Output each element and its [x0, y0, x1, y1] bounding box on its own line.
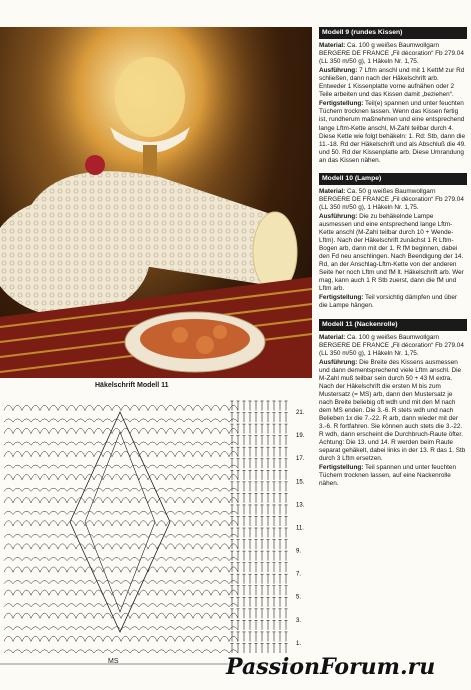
paragraph-label: Ausführung:	[319, 212, 358, 220]
product-photo	[0, 27, 312, 378]
instructions-column	[319, 27, 467, 496]
paragraph-label: Fertigstellung:	[319, 464, 364, 472]
chart-caption: Häkelschrift Modell 11	[95, 382, 169, 389]
paragraph-text: Teil vorsichtig dämpfen und über die Lampe hängen.	[319, 294, 458, 310]
paragraph-label: Fertigstellung:	[319, 100, 364, 108]
paragraph-label: Fertigstellung:	[319, 294, 364, 302]
section-title: Modell 10 (Lampe)	[319, 173, 467, 185]
paragraph-label: Material:	[319, 333, 346, 341]
paragraph-text: Ca. 100 g weißes Baumwollgarn BERGERE DE FRANCE „Fil décoration“ Fb 279.04 (LL 350 m/50 g), 1 Häkeln Nr. 1,75.	[319, 333, 464, 357]
watermark: PassionForum.ru	[226, 654, 436, 680]
row-number: 11.	[296, 525, 304, 532]
row-number: 15.	[296, 479, 305, 486]
paragraph-text: Teil(e) spannen und unter feuchten Tüchern trocknen lassen. Wenn das Kissen fertig ist, rundherum maßnehmen und eine entsprechend lange Lftm-Kette anschl, M-Zahl teilbar durch 4. Diese Kette wie folgt behäkeln: 1. Rd: Stb, dann die 11.-18. Rd der Häkelschrift und als Abschluß die 49. und 50. Rd der Kissenplatte arb. Diese Umrandung an das Kissen nähen.	[319, 100, 466, 164]
pattern-repeat-label: MS	[108, 658, 119, 665]
section-modell-9	[319, 27, 467, 165]
paragraph	[319, 100, 467, 164]
paragraph-text: Die Breite des Kissens ausmessen und dann dementsprechend viele Lftm anschl. Die M-Zahl muß teilbar sein durch 50 + 43 M extra. Nach der Häkelschrift die ersten M bis zum Mustersatz (= MS) arb, dann den Mustersatz je nach Breite beliebig oft wdh und mit den M nach dem MS enden. Die 3.-6. R stets wdh und nach Belieben 1x die 7.-22. R arb, dann wieder mit der 3.-6. R fortfahren. Sie können auch stets die 3.-22. R wdh, dann erscheint die Durchbruch-Raute öfter. Achtung: Die 13. und 14. R werden beim Raute separat gehäkelt, dabei links in der 13. R das 1. Stb durch 3 Lftm ersetzen.	[319, 358, 466, 463]
row-number: 21.	[296, 410, 305, 416]
section-modell-11	[319, 319, 467, 489]
paragraph	[319, 359, 467, 464]
paragraph	[319, 67, 467, 99]
row-number: 13.	[296, 502, 305, 509]
paragraph-label: Material:	[319, 187, 346, 195]
row-number: 19.	[296, 433, 305, 440]
paragraph	[319, 213, 467, 293]
section-title: Modell 11 (Nackenrolle)	[319, 319, 467, 331]
paragraph-text: 7 Lftm anschl und mit 1 KettM zur Rd schließen, dann nach der Häkelschrift arb. Entweder 1 Kissenplatte vorne aufnähen oder 2 Teile arbeiten und das Kissen damit „beziehen“.	[319, 67, 465, 99]
paragraph-label: Ausführung:	[319, 358, 358, 366]
row-number: 17.	[296, 456, 305, 463]
paragraph	[319, 42, 467, 66]
section-title: Modell 9 (rundes Kissen)	[319, 27, 467, 39]
row-number: 3.	[296, 617, 302, 624]
paragraph	[319, 464, 467, 488]
paragraph-label: Ausführung:	[319, 67, 358, 75]
section-modell-10	[319, 173, 467, 311]
paragraph-text: Ca. 100 g weißes Baumwollgarn BERGERE DE FRANCE „Fil décoration“ Fb 279.04 (LL 350 m/50 g), 1 Häkeln Nr. 1,75.	[319, 42, 464, 66]
paragraph-text: Ca. 50 g weißes Baumwollgarn BERGERE DE FRANCE „Fil décoration“ Fb 279.04 (LL 350 m/50 g), 1 Häkeln Nr. 1,75.	[319, 187, 464, 211]
row-number: 1.	[296, 640, 302, 647]
paragraph	[319, 294, 467, 310]
paragraph-text: Die zu behäkelnde Lampe ausmessen und eine entsprechend lange Lftm-Kette anschl (M-Zahl teilbar durch 10 + Wende-Lftm). Nach der Häkelschrift zunächst 1 R Lftm-Bogen arb, dann mit der 1. R fM beginnen, dabei den Fd neu anschlingen. Nach Beendigung der 14. Rd, an der Anschlag-Lftm-Kette von der anderen Seite her noch Lftm und fM lt. Häkelschrift arb. Wer mag, kann auch 1 R Stb zuerst, dann die fM und Lftm arb.	[319, 212, 464, 293]
paragraph	[319, 188, 467, 212]
row-number: 5.	[296, 594, 302, 601]
row-number: 9.	[296, 548, 302, 555]
paragraph-label: Material:	[319, 42, 346, 50]
paragraph	[319, 334, 467, 358]
row-number: 7.	[296, 571, 302, 578]
crochet-chart	[0, 392, 312, 682]
paragraph-text: Teil spannen und unter feuchten Tüchern trocknen lassen, auf eine Nackenrolle nähen.	[319, 464, 457, 488]
